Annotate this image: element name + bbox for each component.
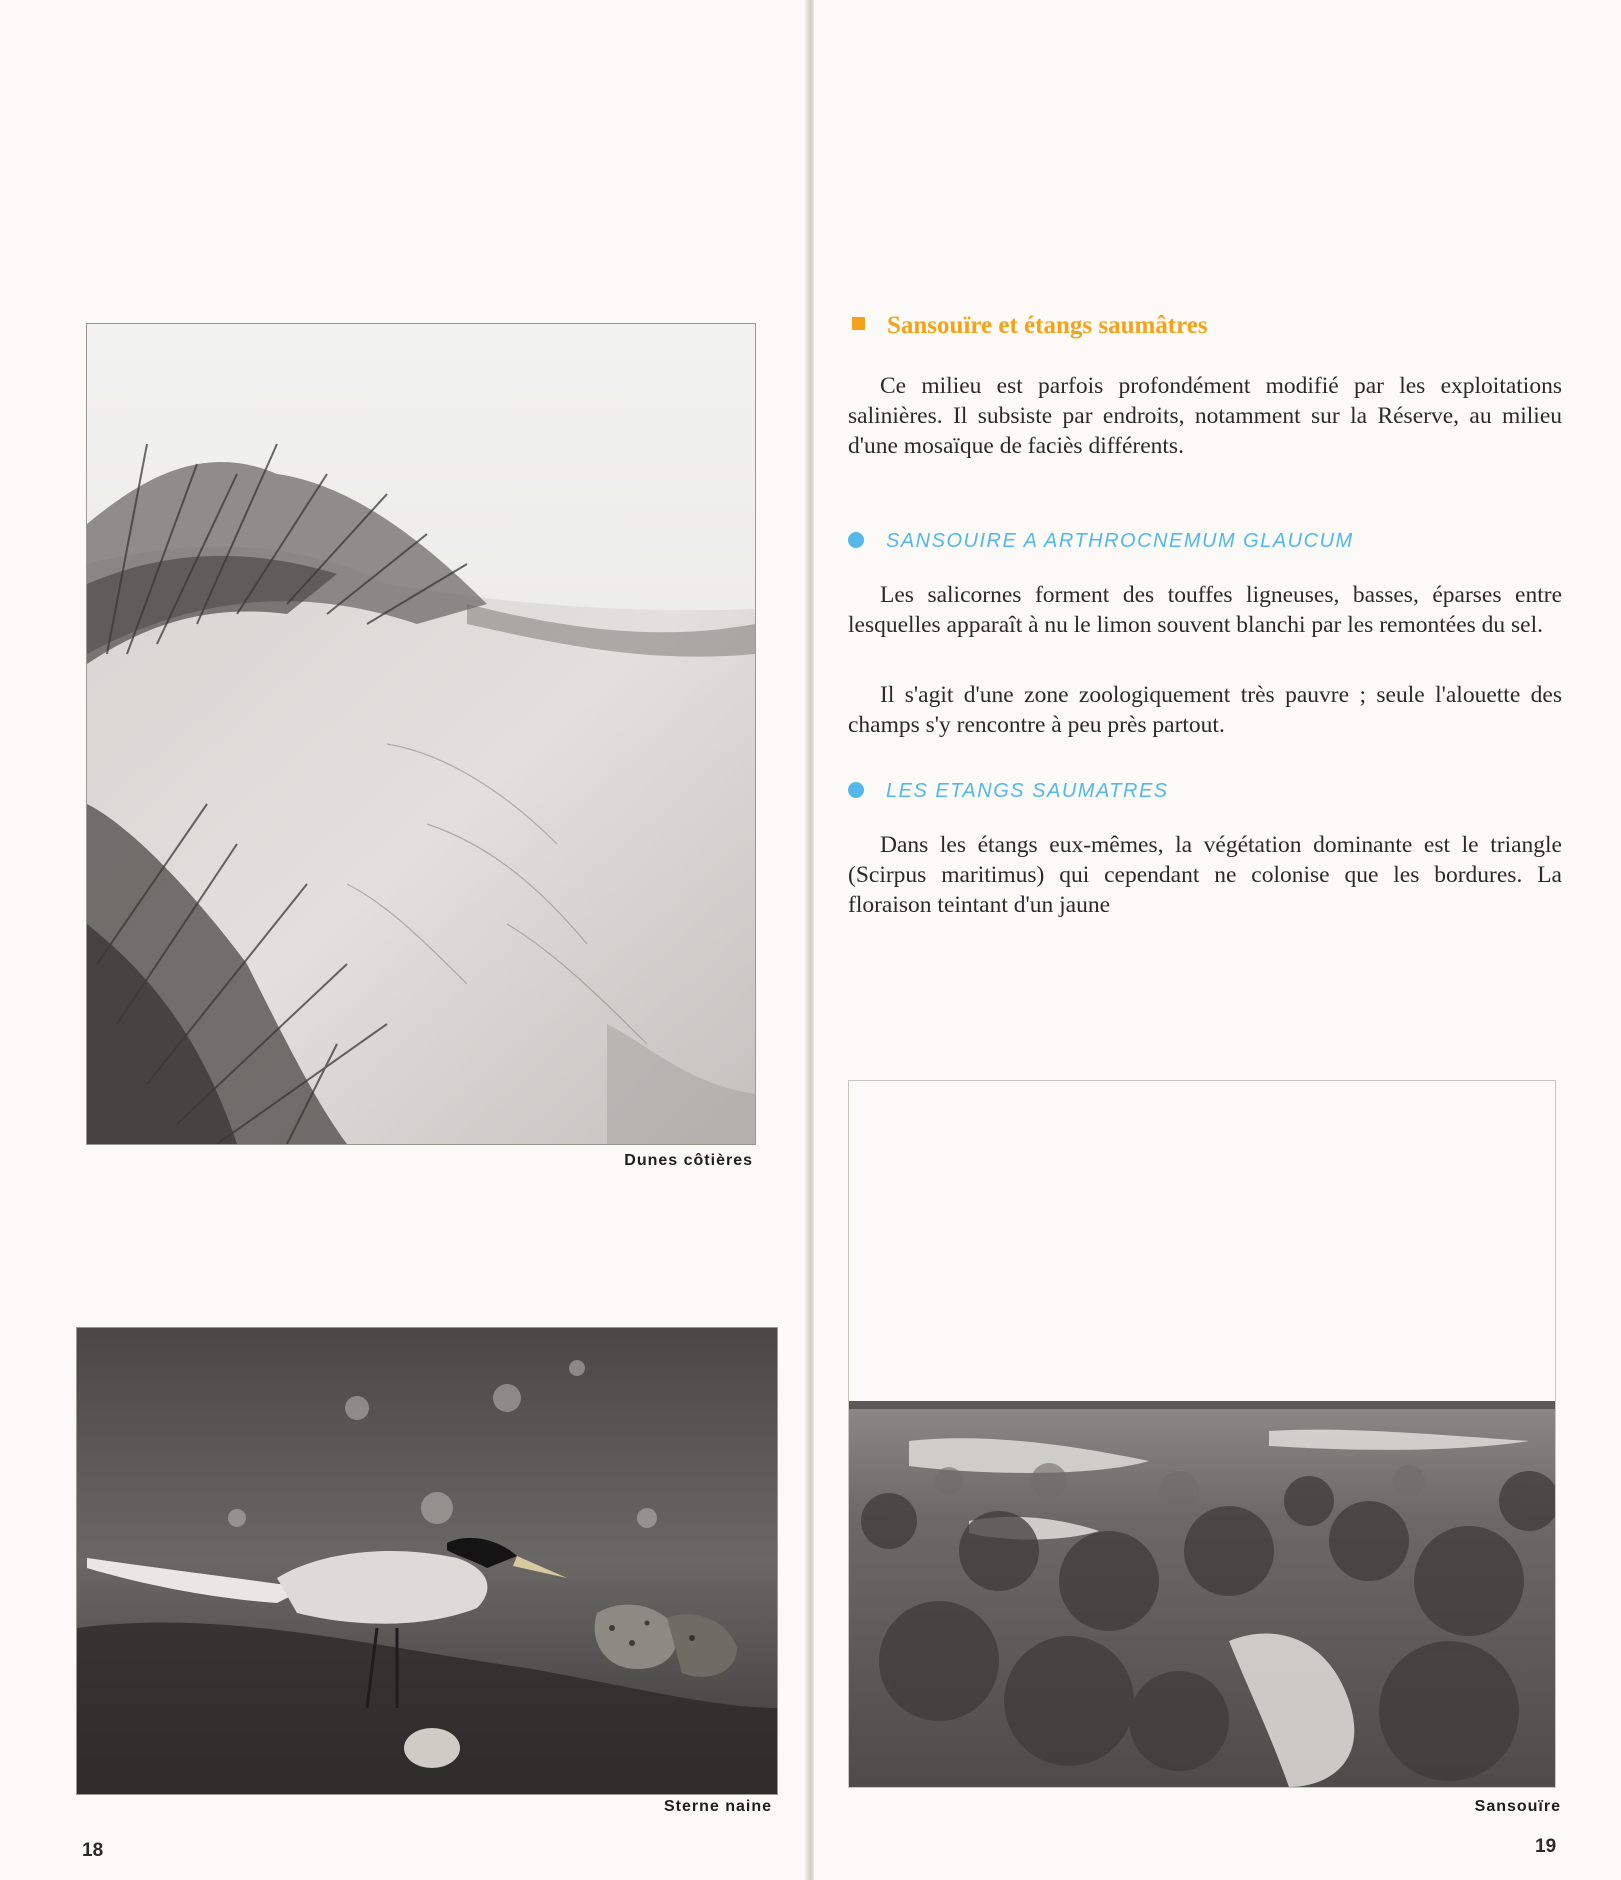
dunes-photo [86,323,756,1145]
subsection-title-etangs [848,780,1169,803]
tern-photo [76,1327,778,1795]
paragraph-salicornes: Les salicornes forment des touffes ligneuses, basses, éparses entre lesquelles apparaît à nu le limon souvent blanchi par les remontées du sel. [848,582,1562,638]
dot-bullet-icon [848,782,864,798]
subsection-title-text: SANSOUIRE A ARTHROCNEMUM GLAUCUM [886,530,1354,552]
page-number-right: 19 [1535,1836,1557,1857]
tern-caption: Sterne naine [663,1798,772,1815]
left-page [0,0,806,1880]
page-number-left: 18 [82,1840,104,1861]
sansouire-caption: Sansouïre [1474,1798,1561,1815]
subsection-title-sansouire [848,530,1354,553]
square-bullet-icon [852,317,865,330]
subsection-title-text: LES ETANGS SAUMATRES [886,780,1169,802]
dunes-caption: Dunes côtières [624,1152,753,1169]
sansouire-photo [848,1080,1556,1788]
dot-bullet-icon [848,532,864,548]
intro-paragraph: Ce milieu est parfois profondément modifié par les exploitations salinières. Il subsiste par endroits, notamment sur la Réserve, au milieu d'une mosaïque de faciès différents. [848,373,1562,459]
section-title-text: Sansouïre et étangs saumâtres [887,312,1208,339]
paragraph-etangs: Dans les étangs eux-mêmes, la végétation dominante est le triangle (Scirpus maritimus) qui cependant ne colonise que les bordures. La floraison teintant d'un jaune [848,832,1562,918]
section-title [852,312,1208,340]
paragraph-zone-pauvre: Il s'agit d'une zone zoologiquement très pauvre ; seule l'alouette des champs s'y rencontre à peu près partout. [848,682,1562,738]
